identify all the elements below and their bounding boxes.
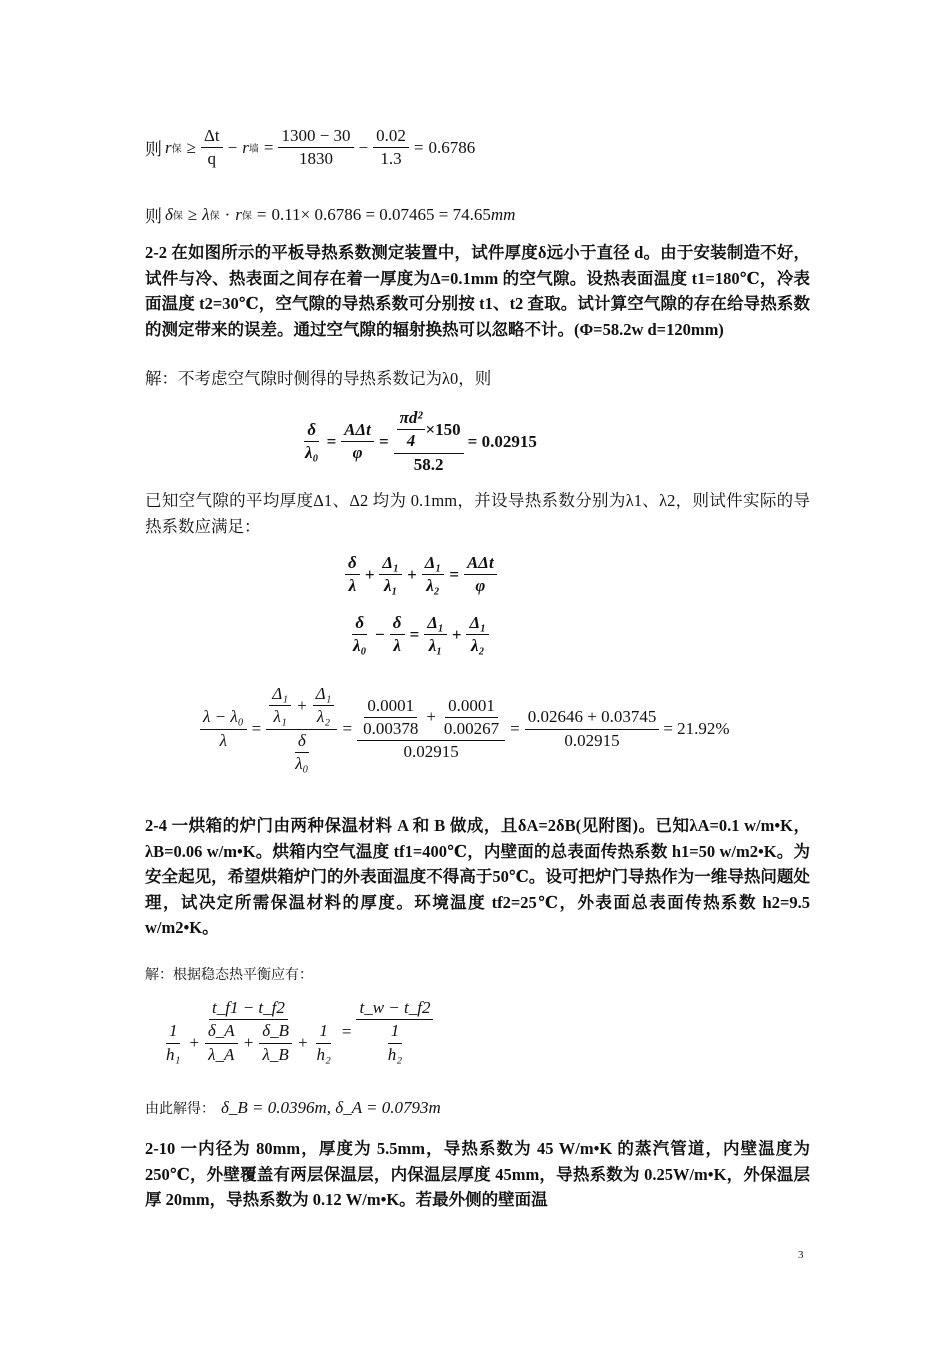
eq-op: · xyxy=(224,204,231,224)
eq-op: = xyxy=(341,1021,352,1041)
frac-den: φ xyxy=(475,576,486,596)
fraction xyxy=(160,998,337,1065)
frac-num: 1 xyxy=(316,1021,331,1043)
eq-op: = xyxy=(409,624,420,644)
frac-den: λ₀ xyxy=(305,443,319,463)
eq-unit: mm xyxy=(490,204,516,224)
fraction xyxy=(424,613,447,657)
frac-den: 4 xyxy=(406,431,416,451)
eq-op: + xyxy=(296,1033,309,1053)
fraction xyxy=(390,613,405,657)
fraction xyxy=(394,408,464,475)
frac-den: 0.02915 xyxy=(403,742,459,762)
fraction xyxy=(525,707,660,751)
eq-sub: 保 xyxy=(209,211,220,222)
frac-den: λ_B xyxy=(262,1044,289,1064)
fraction xyxy=(266,684,337,775)
frac-den xyxy=(289,730,314,775)
problem-2-10: 2-10 一内径为 80mm，厚度为 5.5mm，导热系数为 45 W/m•K 的蒸汽管道，内壁温度为 250℃，外壁覆盖有两层保温层，内保温层厚度 45mm，导热系数为 0.25W/m•K，外保温层厚 20mm，导热系数为 0.12 W/m•K。若最外侧的壁面温 xyxy=(145,1139,810,1209)
frac-den: 1.3 xyxy=(380,149,402,169)
frac-num: t_f1 − t_f2 xyxy=(209,998,288,1020)
fraction xyxy=(422,553,445,597)
fraction xyxy=(313,1021,333,1065)
equation-series-resistance xyxy=(345,553,497,597)
frac-num: 1 xyxy=(166,1021,181,1043)
frac-num: Δ₁ xyxy=(313,684,335,706)
result-prefix: 由此解得： xyxy=(145,1102,215,1117)
eq-op: = xyxy=(326,431,337,451)
eq-op: = xyxy=(263,137,274,157)
fraction xyxy=(350,613,369,657)
fraction xyxy=(201,126,223,170)
fraction xyxy=(205,1021,238,1065)
frac-num: 0.0001 xyxy=(364,696,417,718)
frac-num: 1 xyxy=(388,1021,403,1043)
frac-num: $\frac{\text{Δ₁}}{\text{λ₁}}$ + $\frac{\text{Δ₁}}{\text{λ₂}}$ xyxy=(266,684,337,730)
frac-den: 58.2 xyxy=(413,454,444,474)
fraction xyxy=(259,1021,292,1065)
frac-den: 1830 xyxy=(298,149,333,169)
equation-error xyxy=(200,684,730,775)
frac-num: Δ₁ xyxy=(269,684,291,706)
fraction xyxy=(357,696,505,763)
known-conditions: 已知空气隙的平均厚度Δ1、Δ2 均为 0.1mm，并设导热系数分别为λ1、λ2，则试件实际的导热系数应满足： xyxy=(145,491,810,536)
frac-num: λ − λ₀ xyxy=(200,707,247,729)
solution-2-4-intro: 解：根据稳态热平衡应有： xyxy=(145,968,313,983)
problem-2-2: 2-2 在如图所示的平板导热系数测定装置中，试件厚度δ远小于直径 d。由于安装制造不好，试件与冷、热表面之间存在着一厚度为Δ=0.1mm 的空气隙。设热表面温度 t1=180℃，冷表面温度 t2=30℃，空气隙的导热系数可分别按 t1、t2 查取。试计算空气隙的存在给导热系数的测定带来的误差。通过空气隙的辐射换热可以忽略不计。(Φ=58.2w d=120mm) xyxy=(145,243,810,339)
fraction xyxy=(385,1021,405,1065)
eq-var: r xyxy=(242,137,249,157)
eq-result: 0.6786 xyxy=(428,137,476,157)
problem-2-4: 2-4 一烘箱的炉门由两种保温材料 A 和 B 做成，且δA=2δB(见附图)。已知λA=0.1 w/m•K，λB=0.06 w/m•K。烘箱内空气温度 tf1=400℃，内壁面的总表面传热系数 h1=50 w/m2•K。为安全起见，希望烘箱炉门的外表面温度不得高于50℃。设可把炉门导热作为一维导热问题处理，试决定所需保温材料的厚度。环境温度 tf2=25℃，外表面总表面传热系数 h2=9.5 w/m2•K。 xyxy=(145,816,810,937)
eq-op: ≥ xyxy=(186,137,196,157)
fraction xyxy=(163,1021,183,1065)
frac-num xyxy=(394,408,464,454)
equation-delta-insulation: 则 δ 保 ≥ λ 保 · r 保 = 0.11× 0.6786 = 0.07465 = 74.65 mm xyxy=(145,202,515,227)
frac-num: δ xyxy=(345,553,360,575)
frac-den: λ₀ xyxy=(295,754,309,774)
frac-den: λ₁ xyxy=(273,707,287,727)
eq-term: ×150 xyxy=(425,419,461,439)
eq-op: = xyxy=(449,564,459,584)
fraction xyxy=(269,684,291,728)
frac-num: 0.02646 + 0.03745 xyxy=(525,707,660,729)
eq-op: ≥ xyxy=(187,204,198,224)
fraction xyxy=(397,408,426,452)
eq-result: 0.11× 0.6786 = 0.07465 = 74.65 xyxy=(271,204,491,224)
fraction xyxy=(292,731,311,775)
eq-sub: 墙 xyxy=(248,144,259,156)
frac-den: λ₂ xyxy=(426,576,440,596)
frac-num: t_w − t_f2 xyxy=(356,998,433,1020)
frac-den: λ₂ xyxy=(471,636,485,656)
eq-op: = xyxy=(510,719,520,739)
frac-num: AΔt xyxy=(341,420,374,442)
frac-num: δ xyxy=(304,420,319,442)
frac-den: q xyxy=(207,149,217,169)
equation-lambda0 xyxy=(302,408,537,475)
frac-num: πd² xyxy=(397,408,426,430)
fraction xyxy=(441,696,502,740)
frac-num: Δ₁ xyxy=(422,553,445,575)
eq-op: = xyxy=(378,431,389,451)
eq-op: + xyxy=(188,1033,200,1053)
fraction xyxy=(302,420,321,464)
frac-num: Δt xyxy=(201,126,223,148)
eq-op: = xyxy=(342,719,353,739)
frac-den: λ₁ xyxy=(383,576,398,596)
frac-den xyxy=(382,1020,408,1065)
frac-num: AΔt xyxy=(464,553,497,575)
eq-prefix: 则 xyxy=(145,207,162,226)
frac-den: φ xyxy=(352,443,363,463)
eq-op: + xyxy=(407,564,417,584)
fraction xyxy=(356,998,433,1065)
frac-den: h₂ xyxy=(316,1044,331,1064)
equation-r-insulation xyxy=(145,126,475,170)
frac-num: 0.02 xyxy=(373,126,409,148)
fraction xyxy=(360,696,421,740)
eq-op: + xyxy=(364,564,375,584)
frac-den: λ xyxy=(393,636,401,656)
equation-difference xyxy=(350,613,489,657)
eq-sub: 保 xyxy=(172,211,183,222)
frac-den: λ xyxy=(219,730,227,750)
fraction xyxy=(313,684,335,728)
fraction xyxy=(464,553,497,597)
eq-op: = xyxy=(251,719,262,739)
solution-2-2-intro: 解：不考虑空气隙时侧得的导热系数记为λ0，则 xyxy=(145,369,492,388)
fraction xyxy=(466,613,489,657)
fraction xyxy=(278,126,353,170)
eq-var: r xyxy=(235,204,242,224)
frac-den: λ_A xyxy=(208,1044,235,1064)
eq-op: = xyxy=(413,137,424,157)
eq-sub: 保 xyxy=(171,144,182,156)
frac-den: h₁ xyxy=(166,1044,181,1064)
eq-var: r xyxy=(165,137,172,157)
fraction xyxy=(345,553,360,597)
eq-op: − xyxy=(227,137,238,157)
eq-op: − xyxy=(358,137,369,157)
frac-num: δ_A xyxy=(205,1021,238,1043)
frac-num: δ xyxy=(390,613,405,635)
frac-den: λ₂ xyxy=(316,707,331,727)
frac-den: 0.00378 xyxy=(363,719,419,739)
frac-den: 0.02915 xyxy=(564,730,620,750)
equation-heat-balance xyxy=(160,998,433,1065)
fraction xyxy=(379,553,402,597)
frac-num: δ xyxy=(352,613,367,635)
eq-result: = 0.02915 xyxy=(467,431,537,451)
fraction xyxy=(373,126,409,170)
fraction xyxy=(341,420,374,464)
frac-num: Δ₁ xyxy=(424,613,447,635)
eq-op: − xyxy=(374,624,385,644)
eq-result: = 21.92% xyxy=(663,719,730,739)
frac-num: Δ₁ xyxy=(379,553,402,575)
result-2-4 xyxy=(145,1098,441,1118)
eq-op: + xyxy=(242,1033,255,1053)
frac-den: 0.00267 xyxy=(443,719,500,739)
eq-var: δ xyxy=(165,204,173,224)
page-number: 3 xyxy=(798,1249,804,1261)
result-formula: δ_B = 0.0396m, δ_A = 0.0793m xyxy=(221,1098,441,1117)
eq-var: λ xyxy=(202,204,210,224)
frac-num: 1300 − 30 xyxy=(278,126,353,148)
frac-num: δ xyxy=(295,731,309,753)
frac-den: λ₁ xyxy=(428,636,443,656)
frac-den xyxy=(160,1020,337,1065)
eq-sub: 保 xyxy=(241,211,252,222)
eq-prefix: 则 xyxy=(145,140,162,160)
frac-den: h₂ xyxy=(387,1044,403,1064)
eq-op: + xyxy=(451,624,462,644)
frac-den: λ₀ xyxy=(353,636,367,656)
fraction xyxy=(200,707,247,751)
frac-den: λ xyxy=(348,576,357,596)
frac-num: δ_B xyxy=(259,1021,292,1043)
frac-num: $\frac{0.0001}{0.00378}$ + $\frac{0.0001}{0.00267}$ xyxy=(357,696,505,742)
frac-num: Δ₁ xyxy=(466,613,489,635)
frac-num: 0.0001 xyxy=(445,696,498,718)
